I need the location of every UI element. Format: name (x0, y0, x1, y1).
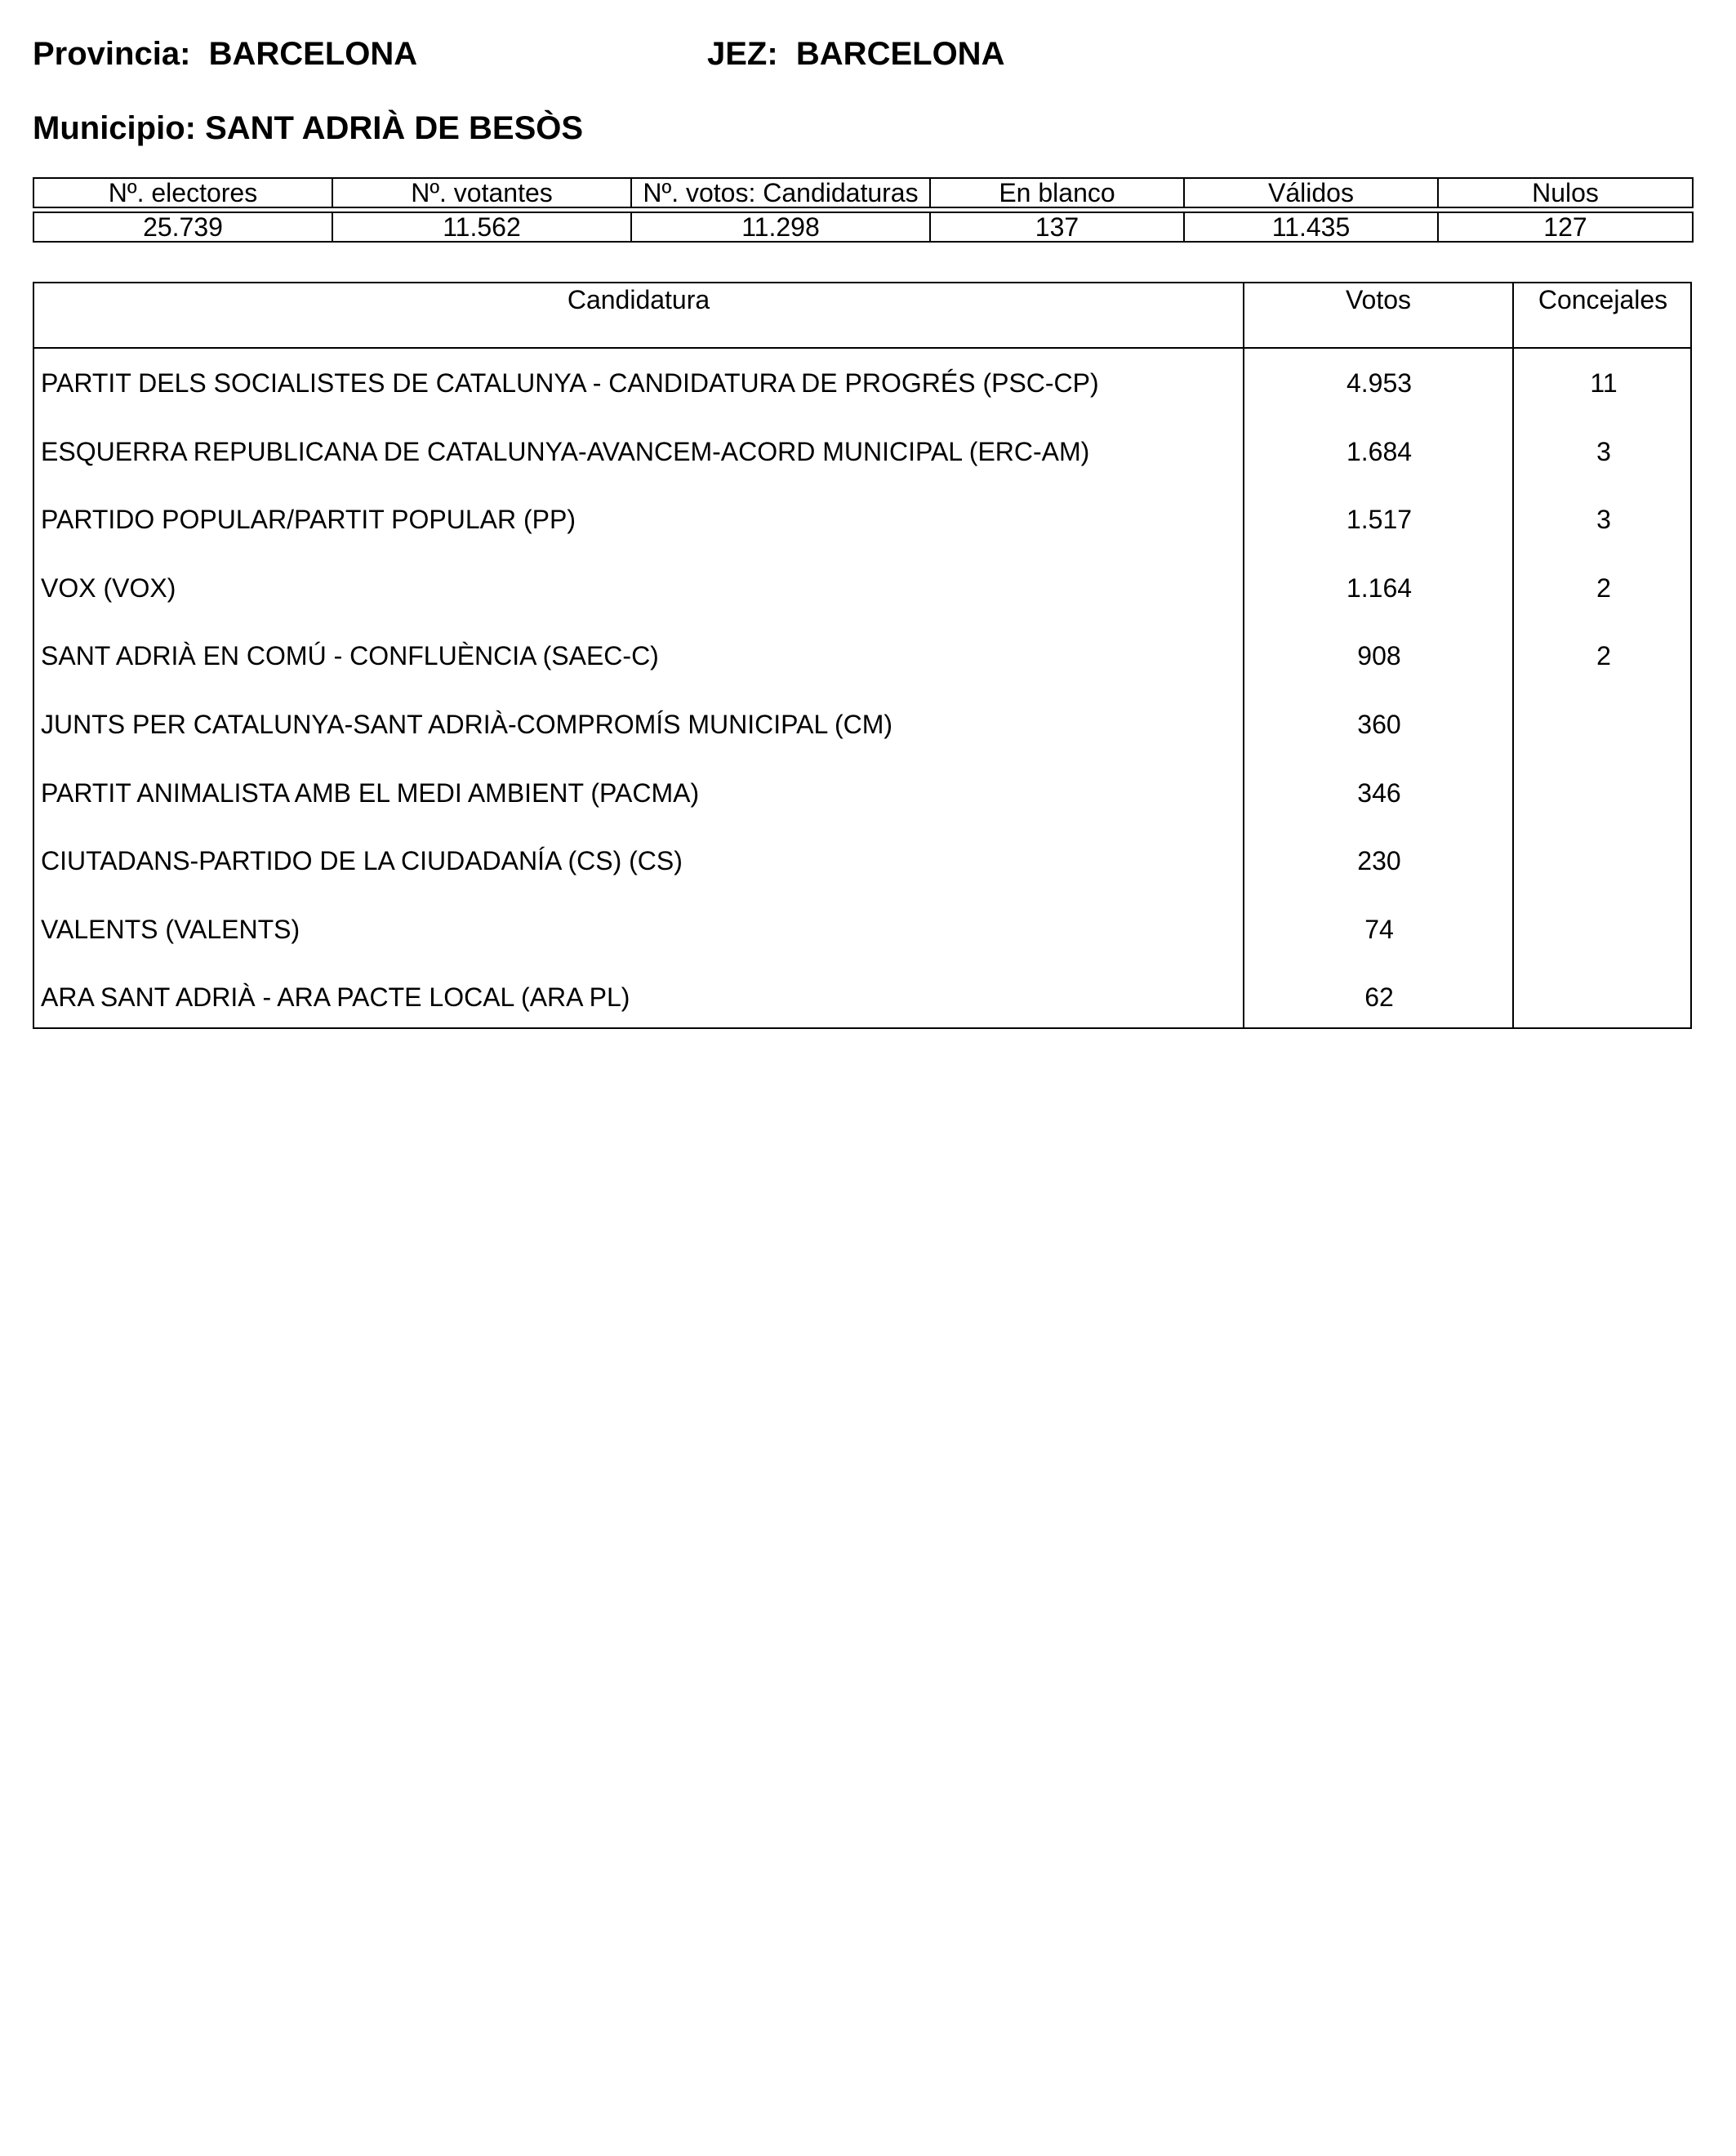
header-votos: Votos (1345, 285, 1412, 314)
candidatura-votes: 74 (1364, 914, 1394, 944)
summary-header-votantes: Nº. votantes (332, 178, 631, 207)
table-row (34, 963, 1690, 1031)
table-row (34, 485, 1690, 554)
summary-value-votantes: 11.562 (332, 212, 631, 242)
summary-header-nulos: Nulos (1438, 178, 1693, 207)
summary-table (33, 177, 1694, 243)
candidatura-votes: 1.684 (1346, 436, 1413, 466)
candidatura-name: ARA SANT ADRIÀ - ARA PACTE LOCAL (ARA PL) (41, 982, 630, 1013)
candidatura-votes: 908 (1357, 641, 1401, 671)
summary-header-votos-candidaturas: Nº. votos: Candidaturas (631, 178, 930, 207)
table-row (34, 349, 1690, 417)
summary-value-electores: 25.739 (33, 212, 332, 242)
candidatura-seats: 2 (1596, 572, 1611, 603)
candidatura-name: SANT ADRIÀ EN COMÚ - CONFLUÈNCIA (SAEC-C) (41, 641, 659, 671)
candidatura-seats: 2 (1596, 641, 1611, 671)
header-candidatura: Candidatura (567, 285, 710, 314)
candidatura-seats: 3 (1596, 505, 1611, 535)
table-row (34, 895, 1690, 964)
table-row (34, 417, 1690, 486)
candidatura-votes: 62 (1364, 982, 1394, 1013)
candidatura-name: VALENTS (VALENTS) (41, 914, 300, 944)
candidatura-name: CIUTADANS-PARTIDO DE LA CIUDADANÍA (CS) (CS) (41, 846, 683, 876)
table-row (34, 554, 1690, 622)
candidatura-name: PARTIT DELS SOCIALISTES DE CATALUNYA - CANDIDATURA DE PROGRÉS (PSC-CP) (41, 368, 1099, 398)
summary-value-validos: 11.435 (1184, 212, 1438, 242)
results-rows (34, 349, 1690, 1031)
summary-header-electores: Nº. electores (33, 178, 332, 207)
summary-header-en-blanco: En blanco (930, 178, 1184, 207)
candidatura-votes: 4.953 (1346, 368, 1413, 398)
header-concejales: Concejales (1538, 285, 1668, 314)
jez-heading: JEZ: BARCELONA (707, 36, 1005, 72)
candidatura-votes: 1.164 (1346, 572, 1413, 603)
candidatura-name: VOX (VOX) (41, 572, 176, 603)
candidatura-seats: 3 (1596, 436, 1611, 466)
municipio-heading: Municipio: SANT ADRIÀ DE BESÒS (33, 110, 584, 146)
table-row (34, 690, 1690, 759)
results-table (33, 282, 1692, 1029)
candidatura-votes: 360 (1357, 709, 1401, 739)
summary-header-row (33, 178, 1693, 207)
candidatura-name: PARTIT ANIMALISTA AMB EL MEDI AMBIENT (PACMA) (41, 777, 700, 808)
summary-value-nulos: 127 (1438, 212, 1693, 242)
candidatura-votes: 346 (1357, 777, 1401, 808)
provincia-heading: Provincia: BARCELONA (33, 36, 418, 72)
summary-value-en-blanco: 137 (930, 212, 1184, 242)
table-row (34, 826, 1690, 895)
candidatura-seats: 11 (1590, 368, 1618, 398)
table-row (34, 621, 1690, 690)
candidatura-votes: 1.517 (1346, 505, 1413, 535)
summary-header-validos: Válidos (1184, 178, 1438, 207)
candidatura-name: JUNTS PER CATALUNYA-SANT ADRIÀ-COMPROMÍS MUNICIPAL (CM) (41, 709, 893, 739)
candidatura-name: ESQUERRA REPUBLICANA DE CATALUNYA-AVANCEM-ACORD MUNICIPAL (ERC-AM) (41, 436, 1090, 466)
table-row (34, 759, 1690, 827)
candidatura-name: PARTIDO POPULAR/PARTIT POPULAR (PP) (41, 505, 576, 535)
summary-values-row (33, 212, 1693, 242)
summary-value-votos-candidaturas: 11.298 (631, 212, 930, 242)
candidatura-votes: 230 (1357, 846, 1401, 876)
